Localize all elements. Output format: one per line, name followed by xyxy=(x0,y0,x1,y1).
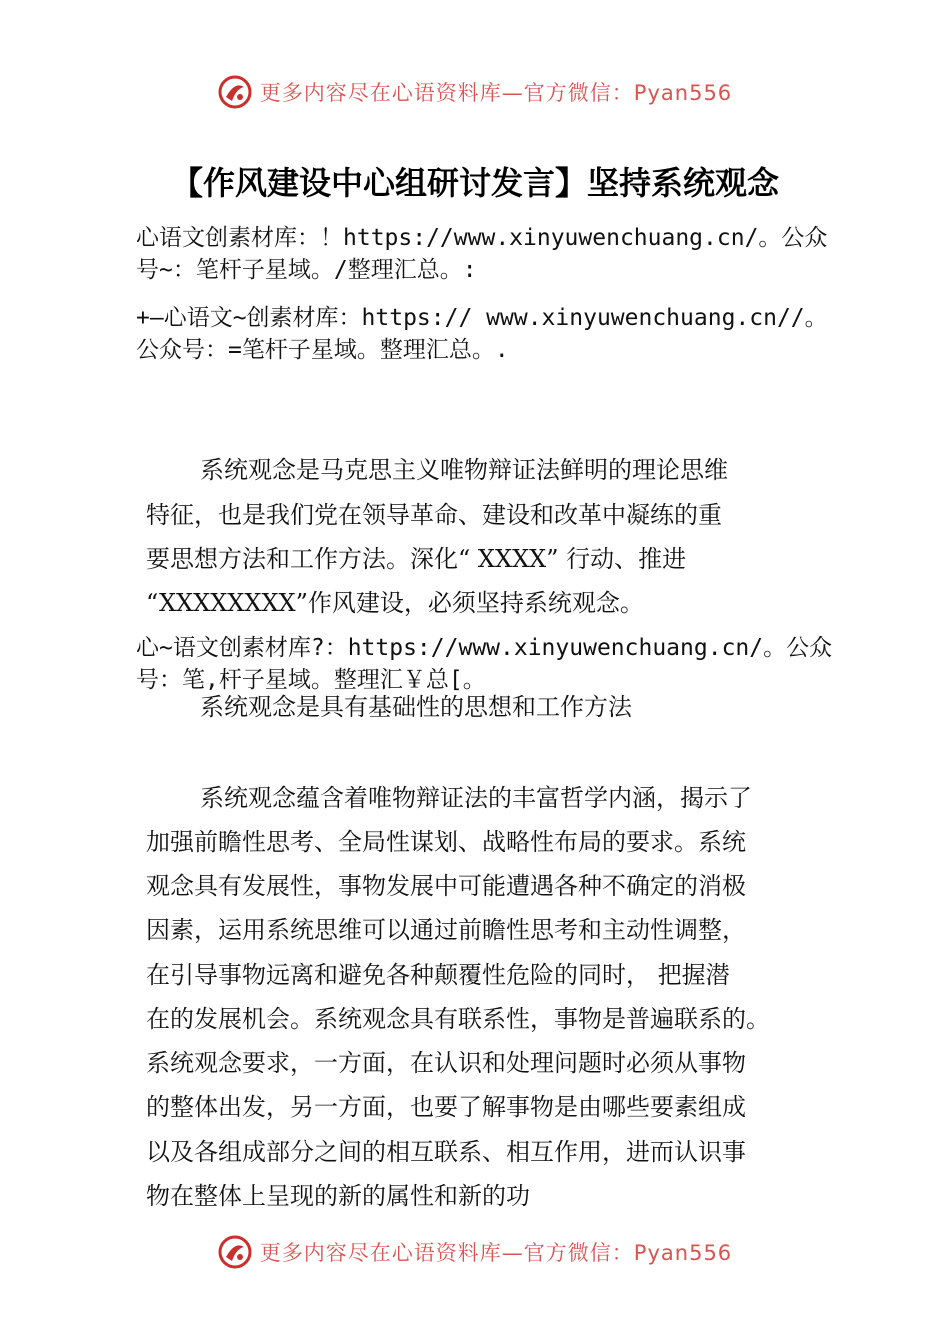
source-note-2: +—心语文~创素材库：https:// www.xinyuwenchuang.cn//。公众号：=笔杆子星域。整理汇总。. xyxy=(136,305,828,363)
paragraph-line: 的整体出发，另一方面，也要了解事物是由哪些要素组成 xyxy=(146,1093,746,1121)
intro-line: 特征，也是我们党在领导革命、建设和改革中凝练的重 xyxy=(146,501,722,529)
paragraph-line: 加强前瞻性思考、全局性谋划、战略性布局的要求。系统 xyxy=(146,828,746,856)
intro-line: 要思想方法和工作方法。深化“ XXXX” 行动、推进 xyxy=(146,545,687,573)
banner-text: 更多内容尽在心语资料库—官方微信：Pyan556 xyxy=(259,1241,733,1265)
header-banner xyxy=(0,70,950,114)
brand-logo-icon xyxy=(218,1235,252,1269)
page-title: 【作风建设中心组研讨发言】坚持系统观念 xyxy=(170,164,779,202)
intro-line: 系统观念是马克思主义唯物辩证法鲜明的理论思维 xyxy=(200,456,728,484)
banner-text: 更多内容尽在心语资料库—官方微信：Pyan556 xyxy=(259,81,733,105)
paragraph-line: 物在整体上呈现的新的属性和新的功 xyxy=(146,1182,530,1210)
source-note-3: 心~语文创素材库?：https://www.xinyuwenchuang.cn/。公众号：笔,杆子星域。整理汇￥总[。 xyxy=(136,635,833,693)
paragraph-line: 观念具有发展性，事物发展中可能遭遇各种不确定的消极 xyxy=(146,872,746,900)
paragraph-line: 系统观念蕴含着唯物辩证法的丰富哲学内涵，揭示了 xyxy=(200,784,752,812)
source-note-1: 心语文创素材库：！https://www.xinyuwenchuang.cn/。公众号~：笔杆子星域。/整理汇总。: xyxy=(136,225,828,283)
paragraph-line: 在的发展机会。系统观念具有联系性，事物是普遍联系的。 xyxy=(146,1005,770,1033)
section-heading: 系统观念是具有基础性的思想和工作方法 xyxy=(200,693,632,721)
brand-logo-icon xyxy=(218,75,252,109)
paragraph-line: 系统观念要求，一方面，在认识和处理问题时必须从事物 xyxy=(146,1049,746,1077)
footer-banner xyxy=(0,1230,950,1274)
paragraph-line: 因素，运用系统思维可以通过前瞻性思考和主动性调整， xyxy=(146,916,746,944)
paragraph-line: 以及各组成部分之间的相互联系、相互作用，进而认识事 xyxy=(146,1138,746,1166)
paragraph-line: 在引导事物远离和避免各种颠覆性危险的同时， 把握潜 xyxy=(146,961,730,989)
intro-line: “XXXXXXXX”作风建设，必须坚持系统观念。 xyxy=(146,589,644,617)
